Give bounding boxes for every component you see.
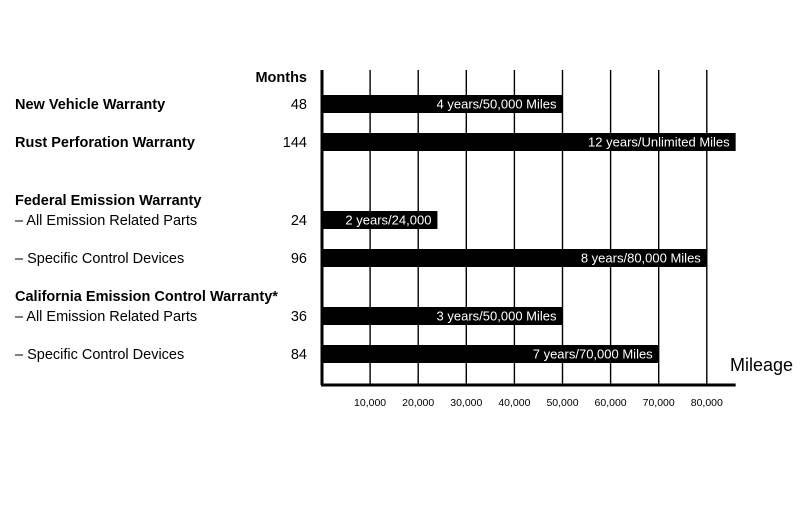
row-months: 48 — [290, 97, 307, 113]
x-tick-label: 60,000 — [594, 397, 627, 409]
row-label: – Specific Control Devices — [15, 347, 185, 363]
row-label: – All Emission Related Parts — [15, 213, 198, 229]
row-label: Rust Perforation Warranty — [15, 135, 195, 151]
row-label: New Vehicle Warranty — [15, 97, 166, 113]
bar-label: 8 years/80,000 Miles — [580, 250, 701, 266]
row-label: Federal Emission Warranty — [15, 193, 202, 209]
row-months: 24 — [290, 213, 307, 229]
bar-label: 7 years/70,000 Miles — [532, 346, 653, 362]
row-months: 84 — [290, 347, 307, 363]
bar-label: 4 years/50,000 Miles — [436, 96, 557, 112]
row-label: California Emission Control Warranty* — [15, 289, 278, 305]
row-months: 144 — [282, 135, 307, 151]
row-labels — [15, 97, 307, 363]
x-tick-label: 70,000 — [642, 397, 675, 409]
x-tick-label: 80,000 — [690, 397, 723, 409]
row-months: 96 — [290, 251, 307, 267]
x-tick-label: 40,000 — [498, 397, 531, 409]
x-tick-label: 10,000 — [354, 397, 387, 409]
x-tick-label: 20,000 — [402, 397, 435, 409]
row-months: 36 — [290, 309, 307, 325]
x-tick-label: 30,000 — [450, 397, 483, 409]
x-tick-label: 50,000 — [546, 397, 579, 409]
months-header: Months — [255, 70, 307, 86]
row-label: – Specific Control Devices — [15, 251, 185, 267]
bar-label: 2 years/24,000 — [345, 212, 432, 228]
bars — [322, 95, 736, 363]
row-label: – All Emission Related Parts — [15, 309, 198, 325]
bar-label: 12 years/Unlimited Miles — [588, 134, 730, 150]
x-axis-title: Mileage — [729, 355, 793, 375]
bar-label: 3 years/50,000 Miles — [436, 308, 557, 324]
